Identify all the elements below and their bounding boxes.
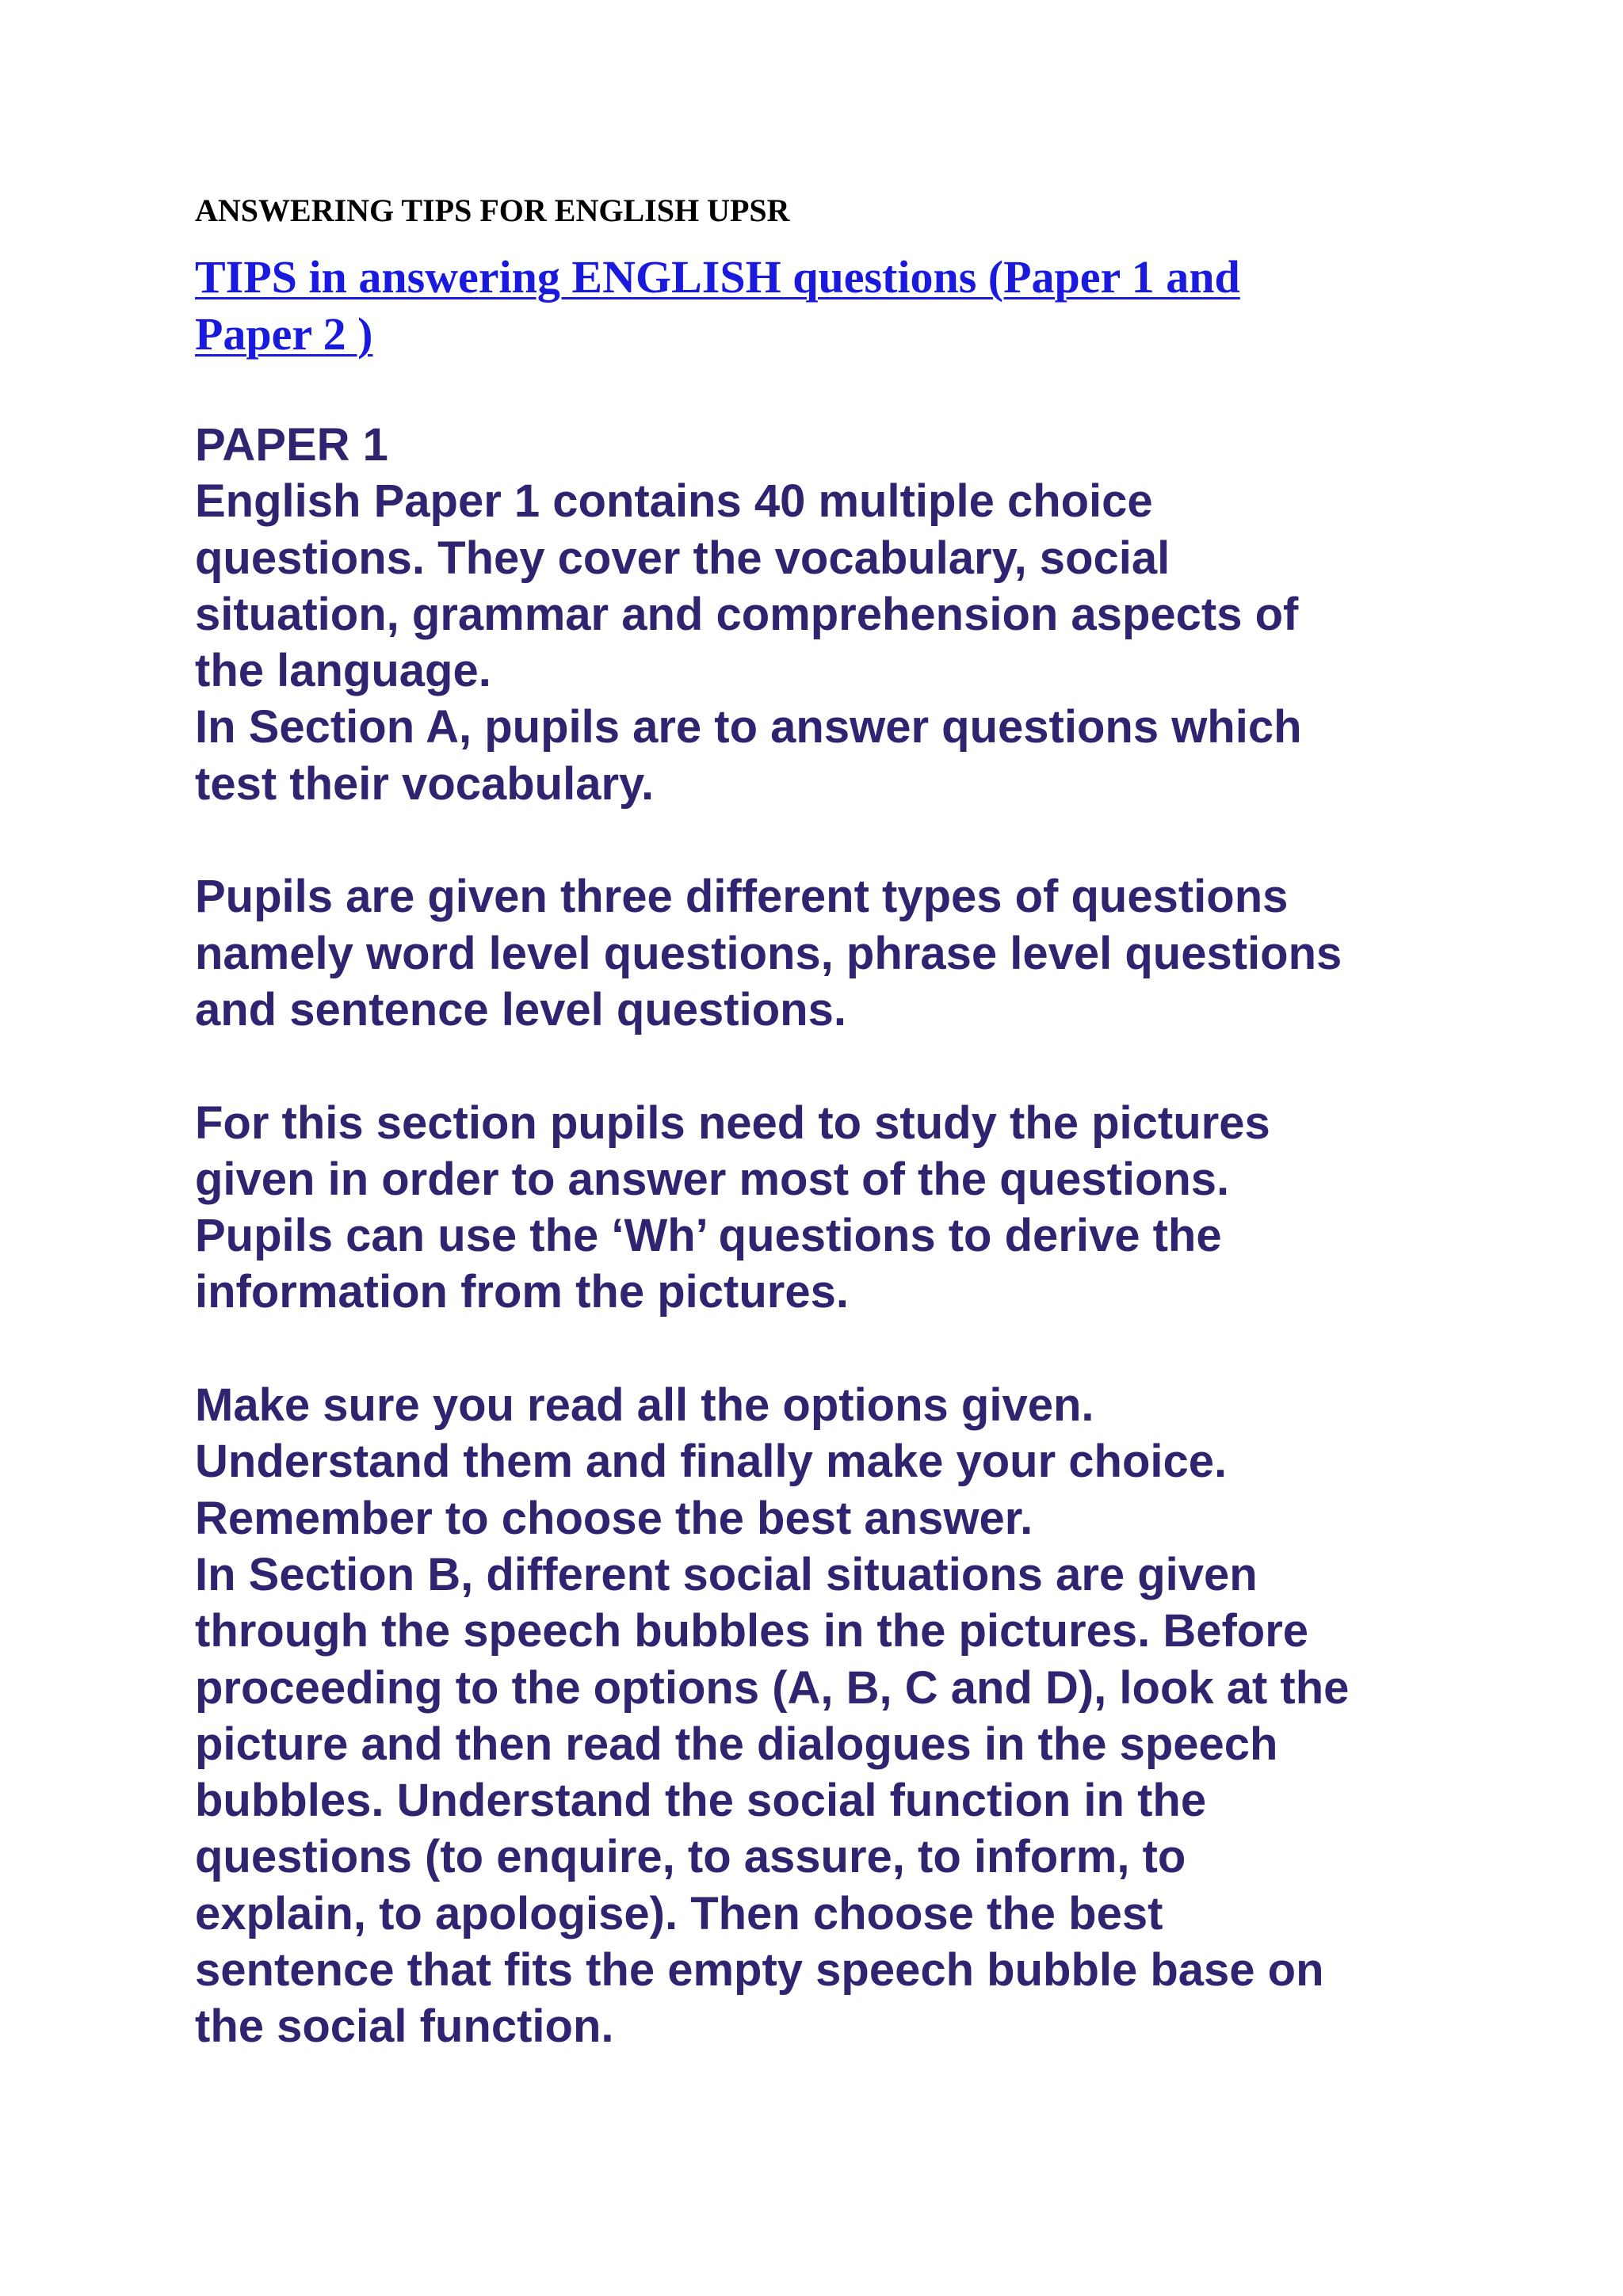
paragraph-question-types: Pupils are given three different types of questions namely word level questions, phrase level questions and sentence level questions. [195,871,1342,1035]
paragraph-spacer [195,812,1479,868]
tips-link[interactable]: TIPS in answering ENGLISH questions (Paper 1 and Paper 2 ) [195,251,1240,360]
paragraph-section-b: Make sure you read all the options given. Understand them and finally make your choice. Remember to choose the best answer. In Section B, different social situations are given through the speech bubbles in the pictures. Before proceeding to the options (A, B, C and D), look at the picture and then read the dialogues in the speech bubbles. Understand the social function in the questions (to enquire, to assure, to inform, to explain, to apologise). Then choose the best sentence that fits the empty speech bubble base on the social function. [195,1379,1350,2053]
paragraph-paper-1-intro: English Paper 1 contains 40 multiple choice questions. They cover the vocabulary, social situation, grammar and comprehension aspects of the language. In Section A, pupils are to answer questions which test their vocabulary. [195,475,1302,810]
paragraph-spacer [195,1038,1479,1094]
paragraph-spacer [195,1321,1479,1377]
document-content [195,190,1479,2055]
paragraph-study-pictures: For this section pupils need to study the pictures given in order to answer most of the questions. Pupils can use the ‘Wh’ questions to derive the information from the pictures. [195,1097,1270,1318]
document-title: ANSWERING TIPS FOR ENGLISH UPSR [195,193,790,228]
section-heading-paper-1: PAPER 1 [195,419,388,471]
